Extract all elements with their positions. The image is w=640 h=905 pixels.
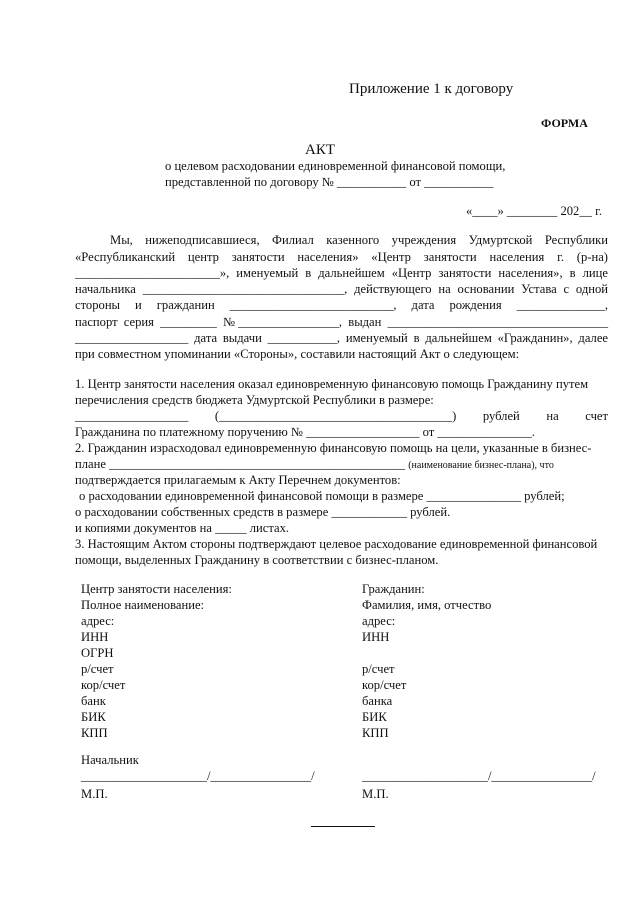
intro-line-5: стороны и гражданин __________________________, дата рождения ______________, — [75, 298, 608, 312]
clause-1-line-3: __________________ (_____________________________________) рублей на счет — [75, 409, 608, 423]
left-inn-label: ИНН — [81, 630, 109, 644]
right-inn-label: ИНН — [362, 630, 390, 644]
employment-center-title: Центр занятости населения: — [81, 582, 232, 596]
right-corr-account-label: кор/счет — [362, 678, 407, 692]
intro-line-3: _______________________», именуемый в дальнейшем «Центр занятости населения», в лице — [75, 266, 608, 280]
act-date-line: «____» ________ 202__ г. — [466, 204, 602, 218]
left-account-label: р/счет — [81, 662, 114, 676]
intro-line-4: начальника ________________________________, действующего на основании Устава с одной — [75, 282, 608, 296]
clause-2-line-1: 2. Гражданин израсходовал единовременную финансовую помощь на цели, указанные в бизнес- — [75, 441, 592, 455]
act-subtitle-line2: представленной по договору № ___________ от ___________ — [165, 175, 494, 189]
clause-3-line-1: 3. Настоящим Актом стороны подтверждают целевое расходование единовременной финансовой — [75, 537, 598, 551]
right-stamp-label: М.П. — [362, 787, 389, 801]
intro-line-8: при совместном упоминании «Стороны», составили настоящий Акт о следующем: — [75, 347, 520, 361]
right-bank-label: банка — [362, 694, 393, 708]
left-corr-account-label: кор/счет — [81, 678, 126, 692]
right-fio-label: Фамилия, имя, отчество — [362, 598, 492, 612]
left-signature-line: ____________________/________________/ — [81, 769, 315, 783]
right-signature-line: ____________________/________________/ — [362, 769, 596, 783]
clause-2-line-6: и копиями документов на _____ листах. — [75, 521, 290, 535]
left-full-name-label: Полное наименование: — [81, 598, 205, 612]
left-bik-label: БИК — [81, 710, 106, 724]
right-account-label: р/счет — [362, 662, 395, 676]
clause-1-line-2: перечисления средств бюджета Удмуртской Республики в размере: — [75, 393, 434, 407]
clause-2-line-5: о расходовании собственных средств в размере ____________ рублей. — [75, 505, 451, 519]
clause-2-line-3: подтверждается прилагаемым к Акту Перечнем документов: — [75, 473, 401, 487]
clause-3-line-2: помощи, выделенных Гражданину в соответствии с бизнес-планом. — [75, 553, 439, 567]
left-stamp-label: М.П. — [81, 787, 108, 801]
citizen-title: Гражданин: — [362, 582, 425, 596]
act-subtitle-line1: о целевом расходовании единовременной финансовой помощи, — [165, 159, 506, 173]
left-bank-label: банк — [81, 694, 106, 708]
intro-line-7: __________________ дата выдачи ___________, именуемый в дальнейшем «Гражданин», далее — [75, 331, 608, 345]
appendix-header: Приложение 1 к договору — [349, 81, 514, 97]
footer-separator — [311, 826, 375, 827]
business-plan-field: плане _______________________________________________ — [75, 457, 406, 471]
intro-line-6: паспорт серия _________ №________________, выдан ___________________________________ — [75, 315, 608, 329]
head-title: Начальник — [81, 753, 139, 767]
right-bik-label: БИК — [362, 710, 387, 724]
left-kpp-label: КПП — [81, 726, 108, 740]
business-plan-note: (наименование бизнес-плана), что — [408, 460, 554, 471]
clause-1-line-4: Гражданина по платежному поручению № __________________ от _______________. — [75, 425, 535, 439]
intro-line-1: Мы, нижеподписавшиеся, Филиал казенного учреждения Удмуртской Республики — [110, 233, 608, 247]
intro-line-2: «Республиканский центр занятости населения» «Центр занятости населения г. (р-на) — [75, 250, 608, 264]
forma-label: ФОРМА — [541, 116, 588, 130]
left-ogrn-label: ОГРН — [81, 646, 114, 660]
left-address-label: адрес: — [81, 614, 115, 628]
act-title: АКТ — [305, 142, 335, 158]
clause-2-line-4: о расходовании единовременной финансовой помощи в размере _______________ рублей; — [79, 489, 565, 503]
right-kpp-label: КПП — [362, 726, 389, 740]
clause-1-line-1: 1. Центр занятости населения оказал единовременную финансовую помощь Гражданину путем — [75, 377, 589, 391]
right-address-label: адрес: — [362, 614, 396, 628]
